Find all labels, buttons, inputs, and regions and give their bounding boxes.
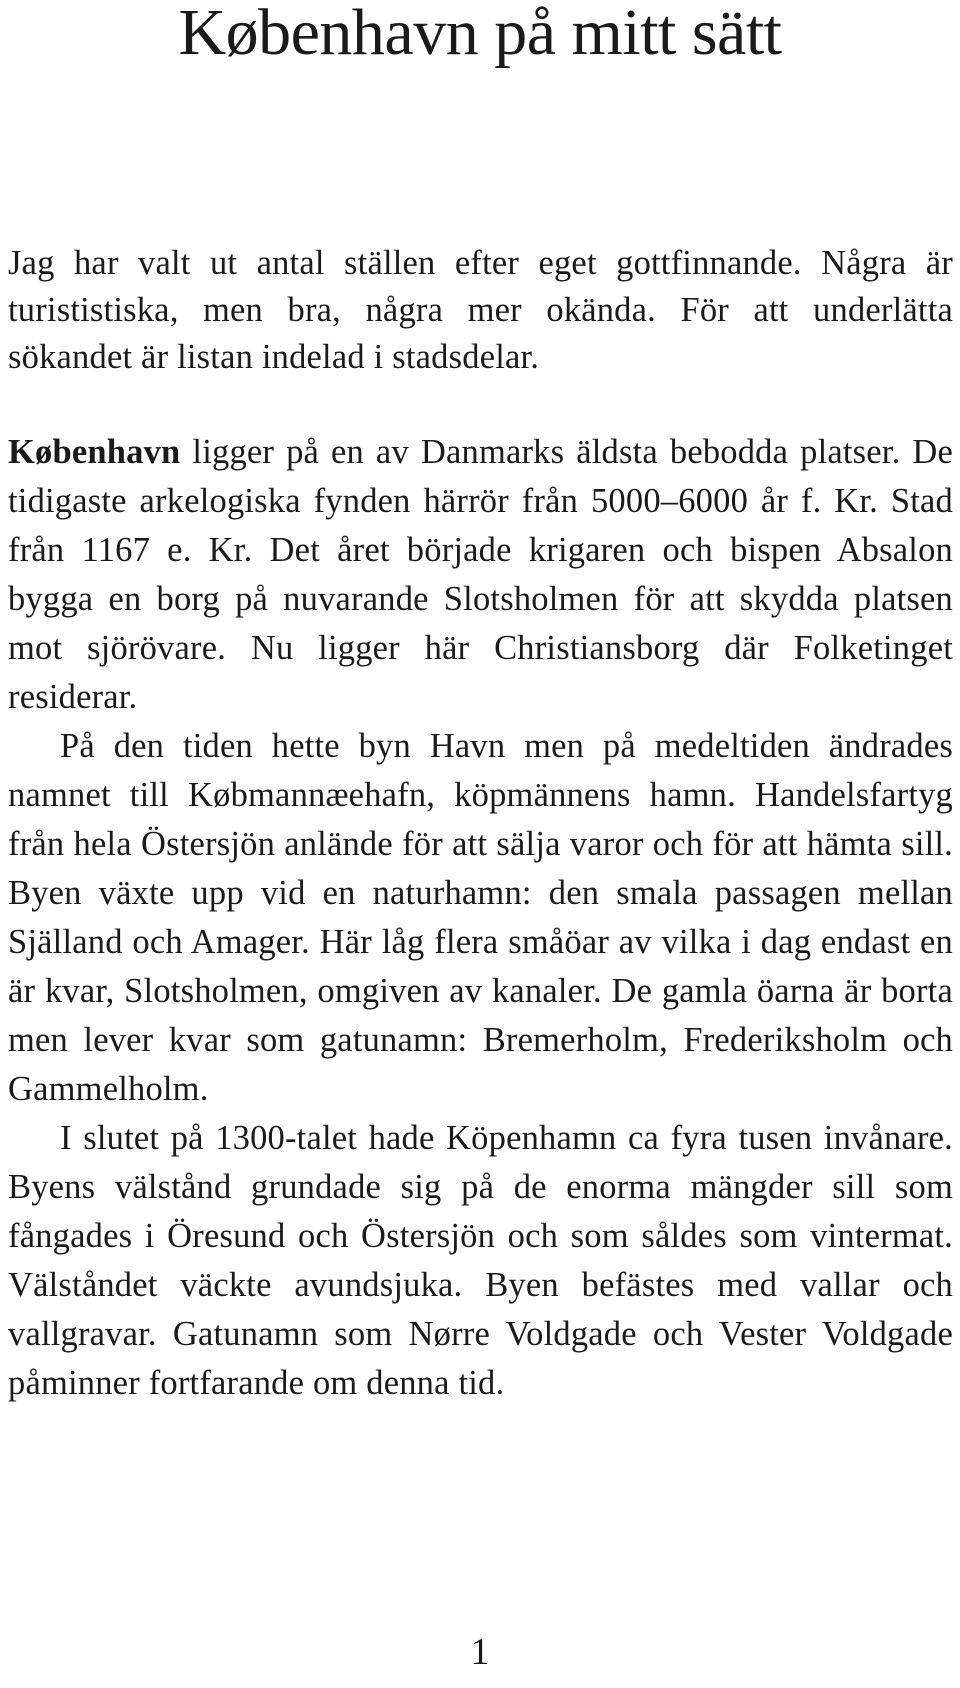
medieval-paragraph: På den tiden hette byn Havn men på medeltiden ändrades namnet till Købmannæehafn, köpmännens hamn. Handelsfartyg från hela Östersjön anlände för att sälja varor och för att hämta sill. Byen växte upp vid en naturhamn: den smala passagen mellan Själland och Amager. Här låg flera småöar av vilka i dag endast en är kvar, Slotsholmen, omgiven av kanaler. De gamla öarna är borta men lever kvar som gatunamn: Bremerholm, Frederiksholm och Gammelholm. xyxy=(8,727,953,1108)
fortification-paragraph: I slutet på 1300-talet hade Köpenhamn ca fyra tusen invånare. Byens välstånd grundade sig på de enorma mängder sill som fångades i Öresund och Östersjön och som såldes som vintermat. Välståndet väckte avundsjuka. Byen befästes med vallar och vallgravar. Gatunamn som Nørre Voldgade och Vester Voldgade påminner fortfarande om denna tid. xyxy=(8,1119,953,1402)
history-text: ligger på en av Danmarks äldsta bebodda platser. De tidigaste arkelogiska fynden härrör från 5000–6000 år f. Kr. Stad från 1167 e. Kr. Det året började krigaren och bispen Absalon bygga en borg på nuvarande Slotsholmen för att skydda platsen mot sjörövare. Nu ligger här Christiansborg där Folketinget residerar. xyxy=(8,433,953,716)
city-name: København xyxy=(8,433,181,471)
page-title: København på mitt sätt xyxy=(178,0,782,69)
body-text xyxy=(8,240,953,1408)
history-paragraph xyxy=(8,428,953,722)
intro-paragraph: Jag har valt ut antal ställen efter eget gottfinnande. Några är turististiska, men bra, några mer okända. För att underlätta sökandet är listan indelad i stadsdelar. xyxy=(8,244,953,376)
page-number: 1 xyxy=(470,1631,490,1673)
